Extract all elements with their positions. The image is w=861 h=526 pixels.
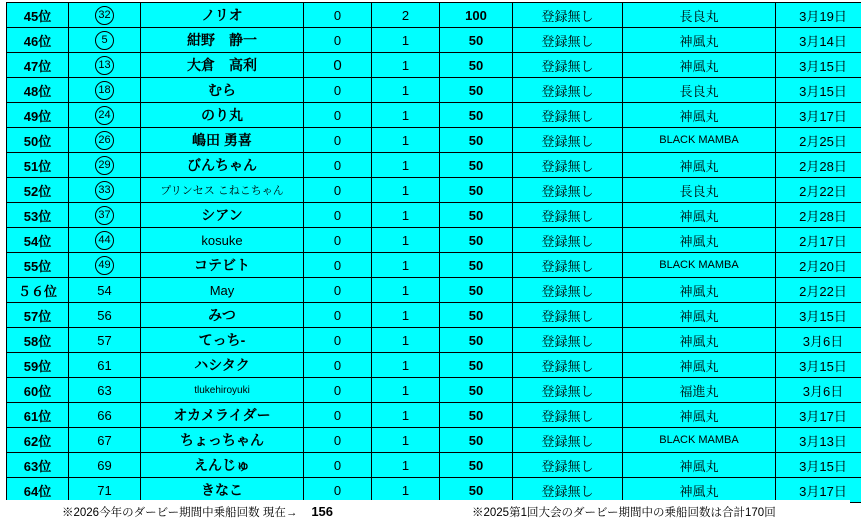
table-row xyxy=(7,203,861,228)
cell-entry-number xyxy=(69,3,141,28)
table-row xyxy=(7,3,861,28)
cell-player-name: 嶋田 勇喜 xyxy=(141,128,304,153)
cell-player-name: むら xyxy=(141,78,304,103)
cell-registration: 登録無し xyxy=(513,453,623,478)
cell-points: 50 xyxy=(440,353,513,378)
cell-count-a: 0 xyxy=(304,228,372,253)
circled-number: 49 xyxy=(95,256,114,275)
cell-player-name: みつ xyxy=(141,303,304,328)
cell-player-name: ちょっちゃん xyxy=(141,428,304,453)
cell-boat-name: 長良丸 xyxy=(623,3,776,28)
circled-number: 18 xyxy=(95,81,114,100)
cell-count-a: 0 xyxy=(304,53,372,78)
cell-player-name: ハシタク xyxy=(141,353,304,378)
cell-registration: 登録無し xyxy=(513,78,623,103)
cell-boat-name: 福進丸 xyxy=(623,378,776,403)
cell-entry-number: 57 xyxy=(69,328,141,353)
cell-player-name: 大倉 高利 xyxy=(141,53,304,78)
cell-count-a: 0 xyxy=(304,203,372,228)
cell-registration: 登録無し xyxy=(513,353,623,378)
cell-entry-number xyxy=(69,228,141,253)
cell-date: 2月22日 xyxy=(776,178,861,203)
circled-number: 13 xyxy=(95,56,114,75)
cell-points: 50 xyxy=(440,53,513,78)
cell-count-a: 0 xyxy=(304,478,372,503)
cell-boat-name: 神風丸 xyxy=(623,28,776,53)
cell-boat-name: BLACK MAMBA xyxy=(623,428,776,453)
cell-boat-name: 神風丸 xyxy=(623,328,776,353)
cell-count-b: 1 xyxy=(372,228,440,253)
spreadsheet-sheet xyxy=(0,2,861,526)
cell-points: 50 xyxy=(440,278,513,303)
cell-date: 3月15日 xyxy=(776,353,861,378)
cell-player-name: シアン xyxy=(141,203,304,228)
table-row xyxy=(7,353,861,378)
table-row xyxy=(7,378,861,403)
cell-count-a: 0 xyxy=(304,303,372,328)
cell-boat-name: 神風丸 xyxy=(623,278,776,303)
footer-notes xyxy=(6,500,850,524)
cell-registration: 登録無し xyxy=(513,228,623,253)
cell-rank: 60位 xyxy=(7,378,69,403)
cell-rank: 57位 xyxy=(7,303,69,328)
cell-points: 50 xyxy=(440,253,513,278)
cell-points: 50 xyxy=(440,303,513,328)
cell-count-a: 0 xyxy=(304,253,372,278)
cell-player-name: びんちゃん xyxy=(141,153,304,178)
cell-count-b: 1 xyxy=(372,453,440,478)
cell-date: 3月14日 xyxy=(776,28,861,53)
cell-entry-number: 69 xyxy=(69,453,141,478)
cell-count-b: 1 xyxy=(372,278,440,303)
cell-entry-number: 67 xyxy=(69,428,141,453)
circled-number: 32 xyxy=(95,6,114,25)
cell-entry-number: 56 xyxy=(69,303,141,328)
cell-registration: 登録無し xyxy=(513,253,623,278)
cell-rank: 63位 xyxy=(7,453,69,478)
cell-points: 50 xyxy=(440,178,513,203)
cell-points: 50 xyxy=(440,203,513,228)
cell-count-a: 0 xyxy=(304,178,372,203)
cell-count-b: 1 xyxy=(372,153,440,178)
cell-count-a: 0 xyxy=(304,328,372,353)
cell-points: 50 xyxy=(440,328,513,353)
cell-count-a: 0 xyxy=(304,153,372,178)
cell-date: 3月15日 xyxy=(776,453,861,478)
cell-points: 50 xyxy=(440,453,513,478)
cell-entry-number xyxy=(69,128,141,153)
cell-entry-number xyxy=(69,28,141,53)
cell-registration: 登録無し xyxy=(513,328,623,353)
cell-rank: 46位 xyxy=(7,28,69,53)
cell-registration: 登録無し xyxy=(513,428,623,453)
cell-count-a: 0 xyxy=(304,28,372,53)
cell-registration: 登録無し xyxy=(513,178,623,203)
cell-points: 50 xyxy=(440,78,513,103)
cell-boat-name: BLACK MAMBA xyxy=(623,253,776,278)
cell-registration: 登録無し xyxy=(513,128,623,153)
cell-points: 50 xyxy=(440,478,513,503)
cell-player-name: てっち- xyxy=(141,328,304,353)
cell-rank: 53位 xyxy=(7,203,69,228)
cell-registration: 登録無し xyxy=(513,203,623,228)
cell-player-name: コテビト xyxy=(141,253,304,278)
cell-count-a: 0 xyxy=(304,78,372,103)
cell-entry-number xyxy=(69,253,141,278)
cell-entry-number: 63 xyxy=(69,378,141,403)
cell-entry-number xyxy=(69,78,141,103)
cell-registration: 登録無し xyxy=(513,28,623,53)
cell-boat-name: 神風丸 xyxy=(623,103,776,128)
cell-points: 50 xyxy=(440,403,513,428)
circled-number: 24 xyxy=(95,106,114,125)
table-row xyxy=(7,428,861,453)
cell-count-b: 2 xyxy=(372,3,440,28)
cell-registration: 登録無し xyxy=(513,478,623,503)
cell-count-b: 1 xyxy=(372,353,440,378)
cell-count-a: 0 xyxy=(304,453,372,478)
footer-left-label: ※2026今年のダービー期間中乗船回数 現在→ xyxy=(62,504,297,520)
cell-boat-name: 神風丸 xyxy=(623,203,776,228)
cell-registration: 登録無し xyxy=(513,3,623,28)
cell-boat-name: 神風丸 xyxy=(623,228,776,253)
cell-points: 50 xyxy=(440,153,513,178)
cell-count-b: 1 xyxy=(372,428,440,453)
cell-date: 3月6日 xyxy=(776,328,861,353)
cell-rank: 62位 xyxy=(7,428,69,453)
cell-player-name: のり丸 xyxy=(141,103,304,128)
cell-points: 100 xyxy=(440,3,513,28)
cell-count-a: 0 xyxy=(304,103,372,128)
cell-rank: 49位 xyxy=(7,103,69,128)
cell-count-a: 0 xyxy=(304,403,372,428)
cell-rank: 54位 xyxy=(7,228,69,253)
cell-date: 3月13日 xyxy=(776,428,861,453)
cell-points: 50 xyxy=(440,428,513,453)
cell-registration: 登録無し xyxy=(513,403,623,428)
footer-left-count: 156 xyxy=(311,504,333,519)
table-row xyxy=(7,478,861,503)
cell-registration: 登録無し xyxy=(513,278,623,303)
cell-rank: 47位 xyxy=(7,53,69,78)
cell-count-b: 1 xyxy=(372,203,440,228)
cell-player-name: ノリオ xyxy=(141,3,304,28)
table-row xyxy=(7,128,861,153)
cell-rank: 64位 xyxy=(7,478,69,503)
table-row xyxy=(7,278,861,303)
cell-player-name: kosuke xyxy=(141,228,304,253)
table-row xyxy=(7,153,861,178)
cell-boat-name: BLACK MAMBA xyxy=(623,128,776,153)
cell-count-b: 1 xyxy=(372,328,440,353)
cell-date: 2月22日 xyxy=(776,278,861,303)
cell-date: 3月17日 xyxy=(776,403,861,428)
cell-points: 50 xyxy=(440,378,513,403)
cell-date: 3月15日 xyxy=(776,78,861,103)
cell-rank: 58位 xyxy=(7,328,69,353)
cell-entry-number xyxy=(69,103,141,128)
cell-registration: 登録無し xyxy=(513,53,623,78)
cell-rank: 52位 xyxy=(7,178,69,203)
cell-registration: 登録無し xyxy=(513,303,623,328)
cell-boat-name: 神風丸 xyxy=(623,53,776,78)
cell-count-b: 1 xyxy=(372,128,440,153)
cell-count-a: 0 xyxy=(304,378,372,403)
cell-registration: 登録無し xyxy=(513,378,623,403)
cell-boat-name: 長良丸 xyxy=(623,78,776,103)
circled-number: 44 xyxy=(95,231,114,250)
circled-number: 37 xyxy=(95,206,114,225)
table-row xyxy=(7,253,861,278)
cell-boat-name: 神風丸 xyxy=(623,403,776,428)
cell-entry-number xyxy=(69,53,141,78)
circled-number: 5 xyxy=(95,31,114,50)
cell-player-name: プリンセス こねこちゃん xyxy=(141,178,304,203)
cell-date: 3月19日 xyxy=(776,3,861,28)
cell-points: 50 xyxy=(440,228,513,253)
table-row xyxy=(7,78,861,103)
table-row xyxy=(7,53,861,78)
cell-date: 3月17日 xyxy=(776,103,861,128)
cell-player-name: きなこ xyxy=(141,478,304,503)
cell-points: 50 xyxy=(440,103,513,128)
cell-count-b: 1 xyxy=(372,103,440,128)
cell-date: 3月17日 xyxy=(776,478,861,503)
cell-rank: 59位 xyxy=(7,353,69,378)
cell-entry-number xyxy=(69,178,141,203)
cell-boat-name: 神風丸 xyxy=(623,303,776,328)
cell-points: 50 xyxy=(440,28,513,53)
cell-entry-number xyxy=(69,203,141,228)
cell-count-b: 1 xyxy=(372,53,440,78)
cell-count-b: 1 xyxy=(372,28,440,53)
cell-entry-number: 71 xyxy=(69,478,141,503)
cell-rank: 50位 xyxy=(7,128,69,153)
cell-player-name: 紺野 静一 xyxy=(141,28,304,53)
cell-count-b: 1 xyxy=(372,303,440,328)
footer-left xyxy=(6,504,446,520)
cell-date: 3月15日 xyxy=(776,53,861,78)
table-row xyxy=(7,103,861,128)
table-row xyxy=(7,328,861,353)
circled-number: 29 xyxy=(95,156,114,175)
cell-entry-number: 61 xyxy=(69,353,141,378)
cell-rank: 48位 xyxy=(7,78,69,103)
cell-count-b: 1 xyxy=(372,478,440,503)
table-row xyxy=(7,303,861,328)
cell-player-name: tlukehiroyuki xyxy=(141,378,304,403)
circled-number: 33 xyxy=(95,181,114,200)
cell-date: 2月28日 xyxy=(776,153,861,178)
cell-count-a: 0 xyxy=(304,278,372,303)
cell-boat-name: 神風丸 xyxy=(623,153,776,178)
cell-count-b: 1 xyxy=(372,403,440,428)
cell-count-b: 1 xyxy=(372,253,440,278)
circled-number: 26 xyxy=(95,131,114,150)
table-row xyxy=(7,28,861,53)
cell-boat-name: 神風丸 xyxy=(623,453,776,478)
cell-player-name: えんじゅ xyxy=(141,453,304,478)
cell-count-a: 0 xyxy=(304,3,372,28)
cell-count-a: 0 xyxy=(304,353,372,378)
cell-registration: 登録無し xyxy=(513,103,623,128)
cell-count-a: 0 xyxy=(304,428,372,453)
table-row xyxy=(7,403,861,428)
cell-count-b: 1 xyxy=(372,78,440,103)
ranking-table xyxy=(6,2,861,503)
cell-date: 2月25日 xyxy=(776,128,861,153)
cell-points: 50 xyxy=(440,128,513,153)
cell-date: 3月6日 xyxy=(776,378,861,403)
cell-count-b: 1 xyxy=(372,178,440,203)
cell-player-name: May xyxy=(141,278,304,303)
cell-rank: 61位 xyxy=(7,403,69,428)
ranking-table-body xyxy=(7,3,861,503)
cell-rank: 51位 xyxy=(7,153,69,178)
cell-player-name: オカメライダー xyxy=(141,403,304,428)
cell-date: 2月20日 xyxy=(776,253,861,278)
cell-entry-number: 54 xyxy=(69,278,141,303)
cell-rank: 55位 xyxy=(7,253,69,278)
cell-count-a: 0 xyxy=(304,128,372,153)
footer-right-label: ※2025第1回大会のダービー期間中の乗船回数は合計170回 xyxy=(446,504,776,520)
cell-entry-number: 66 xyxy=(69,403,141,428)
cell-boat-name: 神風丸 xyxy=(623,478,776,503)
cell-rank: 45位 xyxy=(7,3,69,28)
cell-entry-number xyxy=(69,153,141,178)
cell-date: 3月15日 xyxy=(776,303,861,328)
cell-rank: ５６位 xyxy=(7,278,69,303)
cell-boat-name: 神風丸 xyxy=(623,353,776,378)
table-row xyxy=(7,228,861,253)
cell-boat-name: 長良丸 xyxy=(623,178,776,203)
cell-date: 2月17日 xyxy=(776,228,861,253)
cell-count-b: 1 xyxy=(372,378,440,403)
table-row xyxy=(7,453,861,478)
table-row xyxy=(7,178,861,203)
cell-date: 2月28日 xyxy=(776,203,861,228)
cell-registration: 登録無し xyxy=(513,153,623,178)
